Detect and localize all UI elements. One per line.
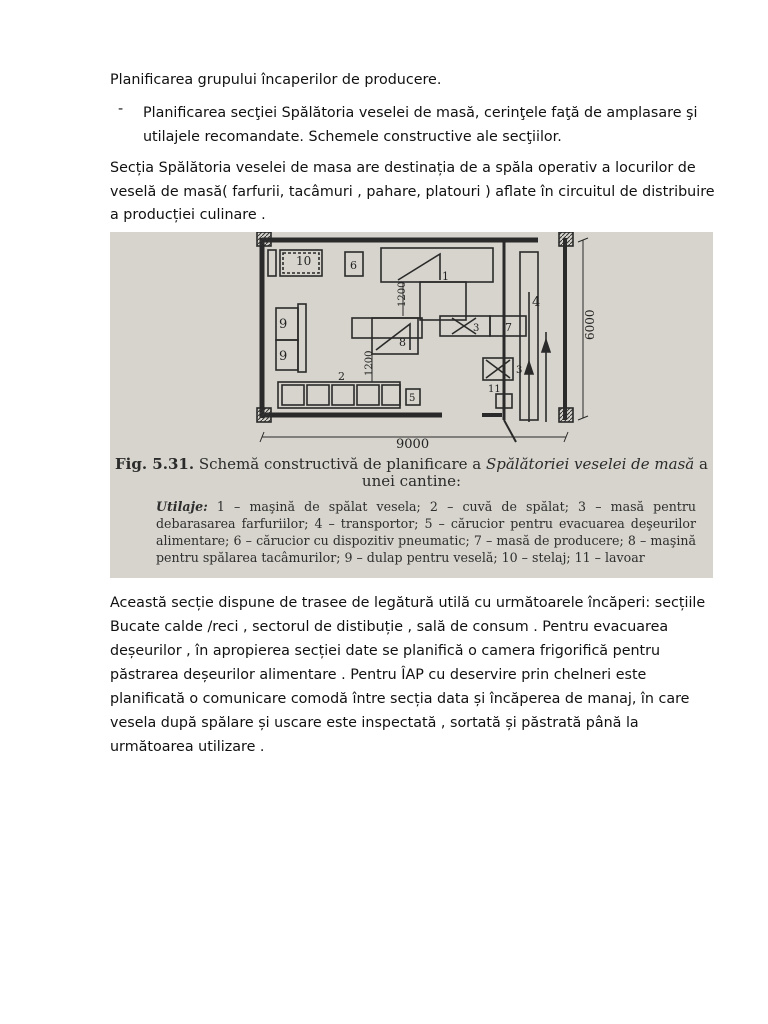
legend-label: Utilaje: — [156, 499, 208, 514]
bullet-text: Planificarea secţiei Spălătoria veselei de masă, cerinţele faţă de amplasare şi utilajele recomandate. Schemele constructive ale secţiilor. — [143, 105, 698, 145]
caption-italic: Spălătoriei veselei de masă — [485, 455, 695, 473]
figure-photo — [110, 232, 713, 578]
caption-number: Fig. 5.31. — [115, 455, 195, 473]
label-1200-bottom: 1200 — [364, 350, 375, 376]
legend-text: 1 – maşină de spălat vesela; 2 – cuvă de spălat; 3 – masă pentru debarasarea farfuriilor; 4 – transportor; 5 – cărucior pentru evacuarea deşeurilor alimentare; 6 – cărucior cu dispozitiv pneumatic; 7 – masă de producere; 8 – maşină pentru spălarea tacâmurilor; 9 – dulap pentru veselă; 10 – stelaj; 11 – lavoar — [156, 499, 696, 565]
label-4: 4 — [532, 295, 541, 310]
column-bottom-left — [257, 408, 271, 422]
label-6000: 6000 — [583, 309, 597, 340]
label-8: 8 — [399, 336, 406, 349]
table-top — [352, 318, 422, 338]
label-6: 6 — [350, 259, 357, 272]
caption-text: Schemă constructivă de planificare a — [194, 455, 486, 473]
column-top-right — [559, 232, 573, 246]
closing-paragraph: Această secție dispune de trasee de legătură utilă cu următoarele încăperi: secțiile Bucate calde /reci , sectorul de distibuție , sală de consum . Pentru evacuarea deșeurilor , în apropierea secției date se planifică o camera frigorifică pentru păstrarea deșeurilor alimentare . Pentru ÎAP cu deservire prin chelneri este planificată o comunicare comodă între secția data și încăperea de manaj, în care vesela după spălare și uscare este inspectată , sortată și păstrată până la următoarea utilizare . — [110, 595, 706, 755]
column-bottom-right — [559, 408, 573, 422]
label-2: 2 — [338, 370, 345, 383]
label-9b: 9 — [279, 349, 288, 364]
intro-paragraph: Secția Spălătoria veselei de masa are destinația de a spăla operativ a locurilor de veselă de masă( farfurii, tacâmuri , pahare, platouri ) aflate în circuitul de distribuire a producției culinare . — [110, 160, 715, 223]
column-top-left — [257, 232, 271, 246]
label-7: 7 — [505, 321, 512, 334]
label-1: 1 — [442, 270, 449, 283]
label-11: 11 — [488, 384, 501, 395]
document-heading: Planificarea grupului încaperilor de producere. — [110, 72, 442, 88]
label-3a: 3 — [473, 323, 480, 334]
label-5: 5 — [409, 393, 416, 404]
label-10: 10 — [296, 254, 312, 268]
label-3b: 3 — [516, 365, 523, 376]
caption-end: a unei cantine: — [361, 455, 708, 490]
dishwasher-1 — [381, 248, 493, 282]
dishwasher-1-tank — [420, 282, 466, 320]
figure-legend — [156, 498, 696, 566]
label-1200-top: 1200 — [397, 281, 408, 307]
label-9a: 9 — [279, 317, 288, 332]
bullet-marker: - — [118, 101, 124, 117]
label-9000: 9000 — [396, 437, 430, 452]
figure-caption — [110, 456, 713, 490]
